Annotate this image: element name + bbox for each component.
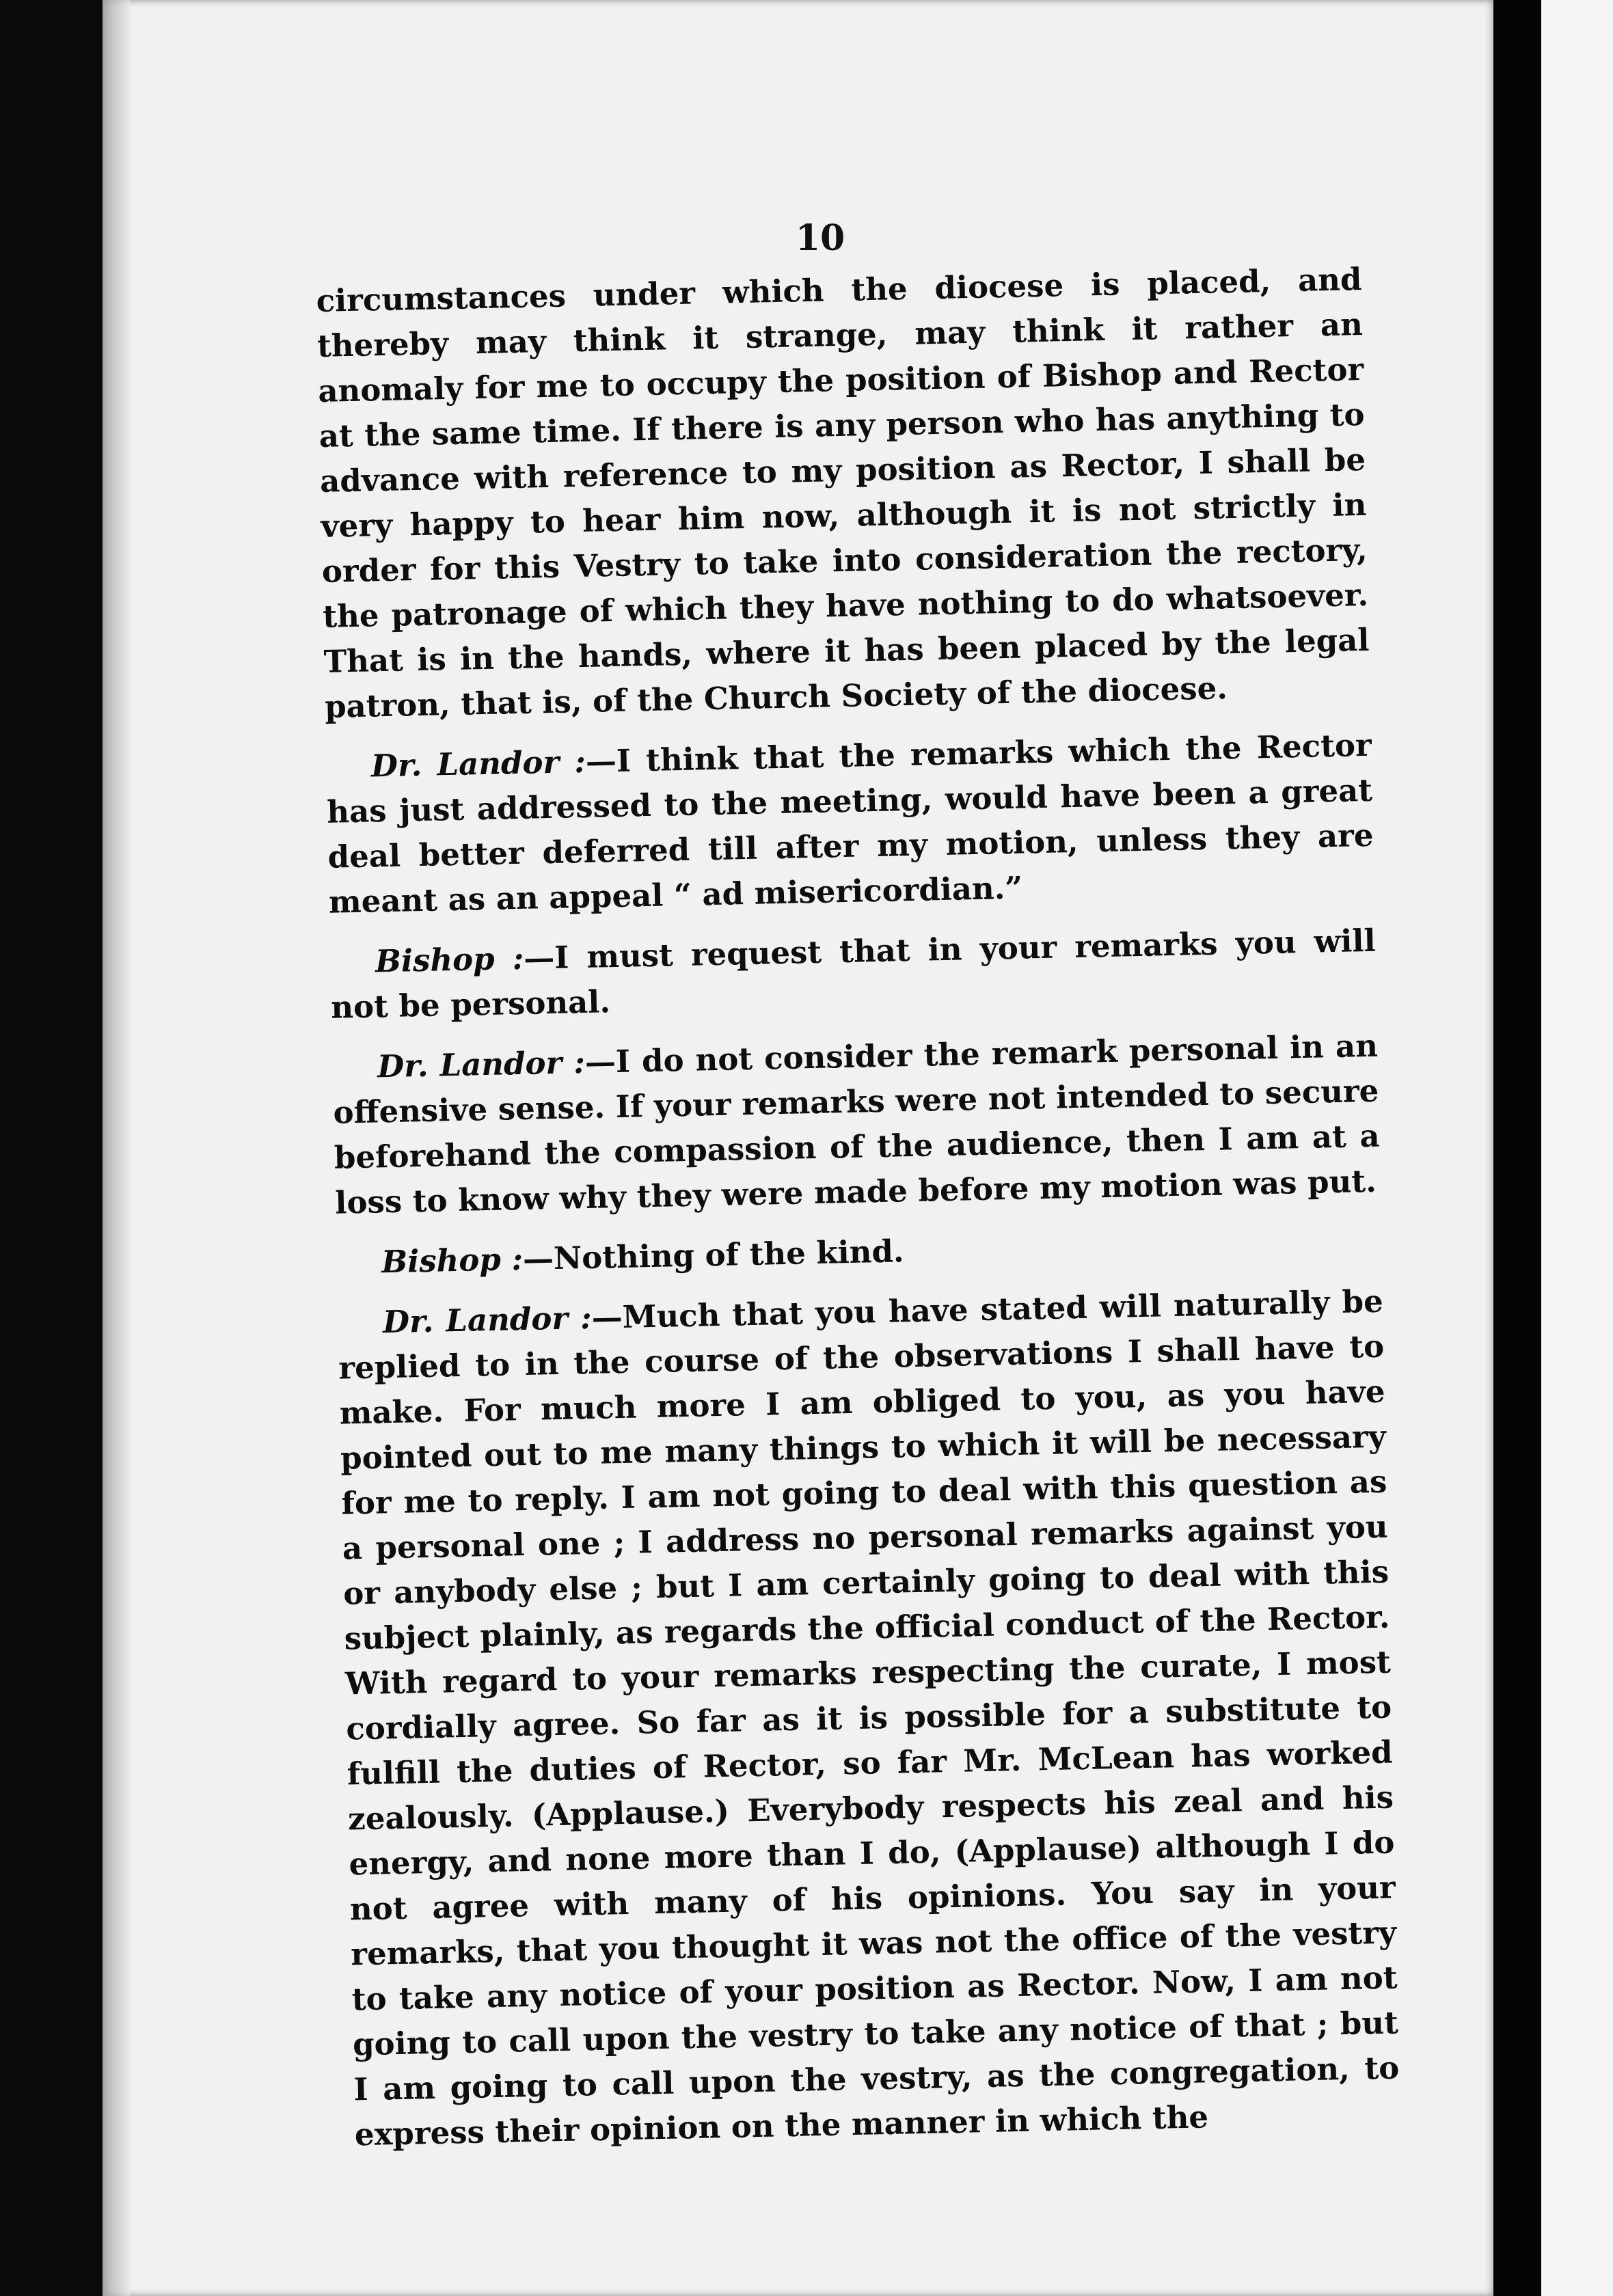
book-gutter xyxy=(1493,0,1541,2296)
speaker-label: Dr. Landor : xyxy=(370,743,586,784)
speaker-label: Dr. Landor : xyxy=(377,1044,586,1085)
paragraph-text: —I think that the remarks which the Rector has just addressed to the meeting, would have been a great deal better deferred till after my motion, unless they are meant as an appeal “ ad misericordian.” xyxy=(326,726,1374,920)
paragraph-speech xyxy=(331,1024,1381,1226)
paragraph-text: —I must request that in your remarks you will not be personal. xyxy=(330,922,1377,1026)
page-body-text xyxy=(316,257,1400,2157)
paragraph-speech xyxy=(337,1279,1400,2158)
speaker-label: Dr. Landor : xyxy=(382,1299,593,1341)
paragraph-text: —Nothing of the kind. xyxy=(522,1233,905,1277)
paragraph-text: —I do not consider the remark personal in an offensive sense. If your remarks were not intended to secure beforehand the compassion of the audience, then I am at a loss to know why they were made before my motion was put. xyxy=(333,1027,1381,1221)
page-binding-shadow xyxy=(103,0,130,2296)
paragraph-speech xyxy=(329,918,1377,1030)
speaker-label: Bishop : xyxy=(381,1240,524,1281)
paragraph-text: circumstances under which the diocese is placed, and thereby may think it strange, may think it rather an anomaly for me to occupy the position of Bishop and Rector at the same time. If there is any person who has anything to advance with reference to my position as Rector, I shall be very happy to hear him now, although it is not strictly in order for this Vestry to take into consideration the rectory, the patronage of which they have nothing to do whatsoever. That is in the hands, where it has been placed by the legal patron, that is, of the Church Society of the diocese. xyxy=(316,260,1370,725)
facing-page-edge xyxy=(1541,0,1613,2296)
speaker-label: Bishop : xyxy=(375,940,524,980)
paragraph-text: —Much that you have stated will naturally be replied to in the course of the observations I shall have to make. For much more I am obliged to you, as you have pointed out to me many things to which it will be necessary for me to reply. I am not going to deal with this question as a personal one ; I address no personal remarks against you or anybody else ; but I am certainly going to deal with this subject plainly, as regards the official conduct of the Rector. With regard to your remarks respecting the curate, I most cordially agree. So far as it is possible for a substitute to fulfill the duties of Rector, so far Mr. McLean has worked zealously. (Applause.) Everybody respects his zeal and his energy, and none more than I do, (Applause) although I do not agree with many of his opinions. You say in your remarks, that you thought it was not the office of the vestry to take any notice of your position as Rector. Now, I am not going to call upon the vestry to take any notice of that ; but I am going to call upon the vestry, as the congregation, to express their opinion on the manner in which the xyxy=(338,1283,1400,2153)
paragraph-continuation xyxy=(316,257,1370,730)
paragraph-speech xyxy=(336,1219,1382,1286)
paragraph-speech xyxy=(325,723,1374,925)
page-number: 10 xyxy=(795,217,845,259)
